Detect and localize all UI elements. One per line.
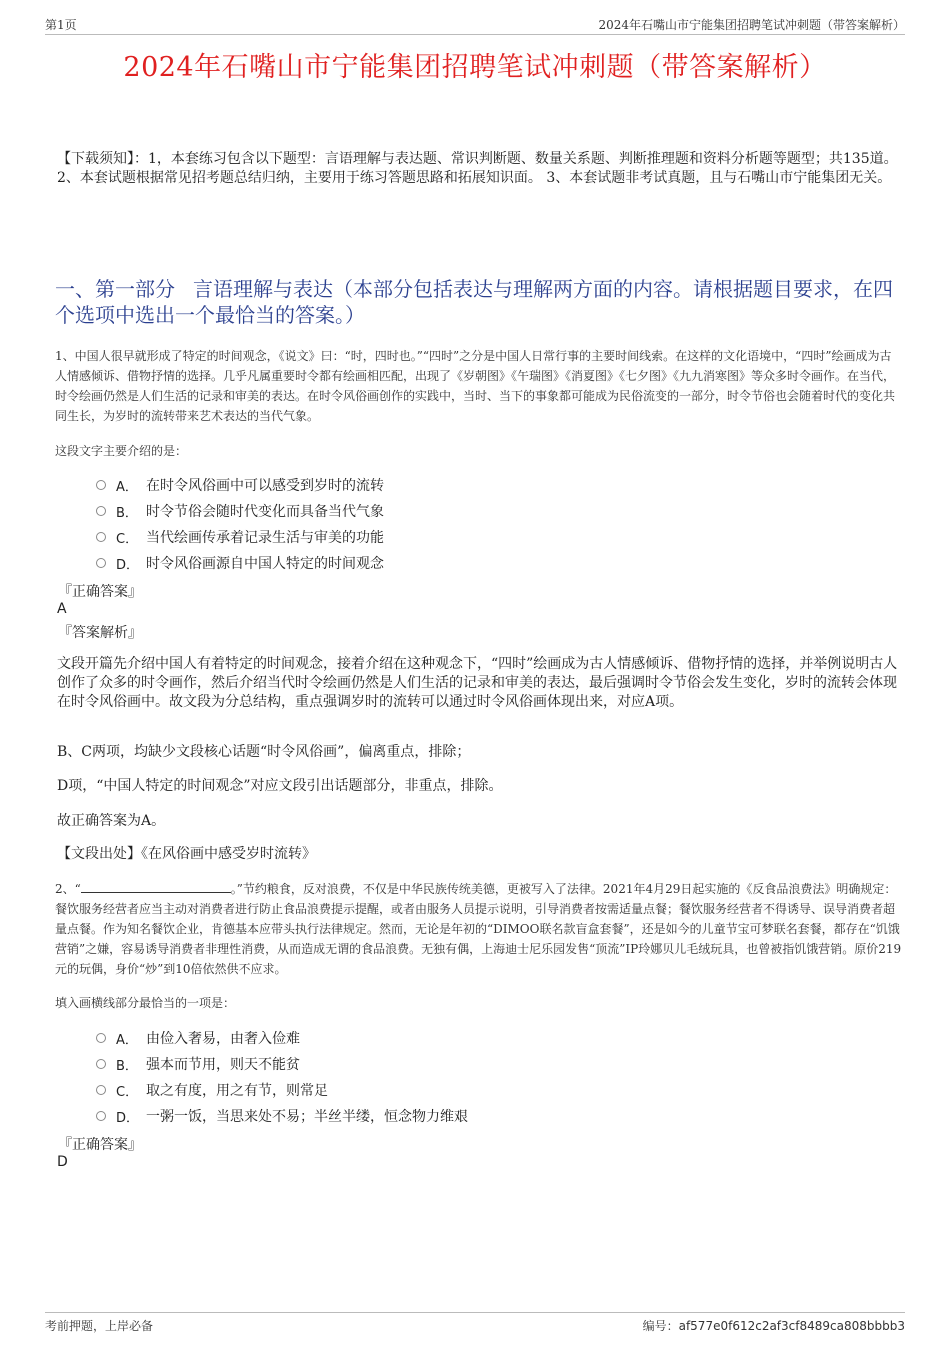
radio-icon[interactable] xyxy=(96,1111,106,1121)
analysis-paragraph: B、C两项，均缺少文段核心话题“时令风俗画”，偏离重点，排除； xyxy=(57,744,471,760)
option-a[interactable]: A． 在时令风俗画中可以感受到岁时的流转 xyxy=(96,472,384,498)
analysis-label: 『答案解析』 xyxy=(58,625,142,641)
radio-icon[interactable] xyxy=(96,1059,106,1069)
question-1-text: 1、中国人很早就形成了特定的时间观念，《说文》曰：“时，四时也。”“四时”之分是中国人日常行事的主要时间线索。在这样的文化语境中，“四时”绘画成为古人情感倾诉、借物抒情的选择。几乎凡属重要时令都有绘画相匹配，出现了《岁朝图》《午瑞图》《消夏图》《七夕图》《九九消寒图》等众多时令画作。在当代，时令绘画仍然是人们生活的记录和审美的表达。在时令风俗画创作的实践中，当时、当下的事象都可能成为民俗流变的一部分，时令节俗也会随着时代的变化共同生长，为岁时的流转带来艺术表达的当代气象。 xyxy=(55,349,896,423)
option-b[interactable]: B． 时令节俗会随时代变化而具备当代气象 xyxy=(96,498,384,524)
analysis-paragraph: D项，“中国人特定的时间观念”对应文段引出话题部分，非重点，排除。 xyxy=(57,778,503,794)
option-d[interactable]: D． 时令风俗画源自中国人特定的时间观念 xyxy=(96,550,384,576)
radio-icon[interactable] xyxy=(96,532,106,542)
document-title: 2024年石嘴山市宁能集团招聘笔试冲刺题（带答案解析） xyxy=(123,52,827,83)
radio-icon[interactable] xyxy=(96,480,106,490)
radio-icon[interactable] xyxy=(96,558,106,568)
question-2-options xyxy=(96,1025,468,1129)
option-b[interactable]: B． 强本而节用，则天不能贫 xyxy=(96,1051,468,1077)
radio-icon[interactable] xyxy=(96,1085,106,1095)
correct-answer-label: 『正确答案』 xyxy=(58,1137,142,1153)
source-citation: 【文段出处】《在风俗画中感受岁时流转》 xyxy=(57,846,316,862)
fill-blank xyxy=(81,880,231,893)
page-footer xyxy=(45,1312,905,1335)
correct-answer: D xyxy=(57,1154,68,1170)
footer-slogan: 考前押题，上岸必备 xyxy=(45,1319,154,1333)
page-number: 第1页 xyxy=(45,18,77,32)
correct-answer: A xyxy=(57,601,67,617)
question-2-text: 2、“ 。”节约粮食，反对浪费，不仅是中华民族传统美德，更被写入了法律。2021年4月29日起实施的《反食品浪费法》明确规定：餐饮服务经营者应当主动对消费者进行防止食品浪费提示提醒，或者由服务人员提示说明，引导消费者按需适量点餐；餐饮服务经营者不得诱导、误导消费者超量点餐。作为知名餐饮企业，肯德基本应带头执行法律规定。然而，无论是年初的“DIMOO联名款盲盒套餐”，还是如今的儿童节宝可梦联名套餐，都存在“饥饿营销”之嫌，容易诱导消费者非理性消费，从而造成无谓的食品浪费。无独有偶，上海迪士尼乐园发售“顶流”IP玲娜贝儿毛绒玩具，也曾被指饥饿营销。原价219元的玩偶，身价“炒”到10倍依然供不应求。 xyxy=(55,882,902,976)
section-heading xyxy=(55,276,898,328)
option-d[interactable]: D． 一粥一饭，当思来处不易；半丝半缕，恒念物力维艰 xyxy=(96,1103,468,1129)
option-a[interactable]: A． 由俭入奢易，由奢入俭难 xyxy=(96,1025,468,1051)
analysis-paragraph: 故正确答案为A。 xyxy=(57,813,166,829)
question-2-prompt: 填入画横线部分最恰当的一项是： xyxy=(55,996,236,1010)
correct-answer-label: 『正确答案』 xyxy=(58,584,142,600)
analysis-paragraph: 文段开篇先介绍中国人有着特定的时间观念，接着介绍在这种观念下，“四时”绘画成为古人情感倾诉、借物抒情的选择，并举例说明古人创作了众多的时令画作，然后介绍当代时令绘画仍然是人们生活的记录和审美的表达，最后强调时令节俗会发生变化，岁时的流转会体现在时令风俗画中。故文段为分总结构，重点强调岁时的流转可以通过时令风俗画体现出来，对应A项。 xyxy=(57,656,898,710)
radio-icon[interactable] xyxy=(96,506,106,516)
question-1-prompt: 这段文字主要介绍的是： xyxy=(55,444,188,458)
section-part: 一、第一部分 xyxy=(55,277,175,301)
option-c[interactable]: C． 取之有度，用之有节，则常足 xyxy=(96,1077,468,1103)
page-header xyxy=(45,14,905,35)
question-1-options xyxy=(96,472,384,576)
radio-icon[interactable] xyxy=(96,1033,106,1043)
header-doc-title: 2024年石嘴山市宁能集团招聘笔试冲刺题（带答案解析） xyxy=(598,18,905,32)
section-title: 言语理解与表达（本部分包括表达与理解两方面的内容。请根据题目要求，在四个选项中选出一个最恰当的答案。） xyxy=(55,277,893,327)
document-code: 编号：af577e0f612c2af3cf8489ca808bbbb3 xyxy=(642,1319,905,1333)
download-notice: 【下载须知】：1，本套练习包含以下题型：言语理解与表达题、常识判断题、数量关系题、判断推理题和资料分析题等题型；共135道。 2、本套试题根据常见招考题总结归纳，主要用于练习答题思路和拓展知识面。 3、本套试题非考试真题，且与石嘴山市宁能集团无关。 xyxy=(57,151,898,186)
option-c[interactable]: C． 当代绘画传承着记录生活与审美的功能 xyxy=(96,524,384,550)
